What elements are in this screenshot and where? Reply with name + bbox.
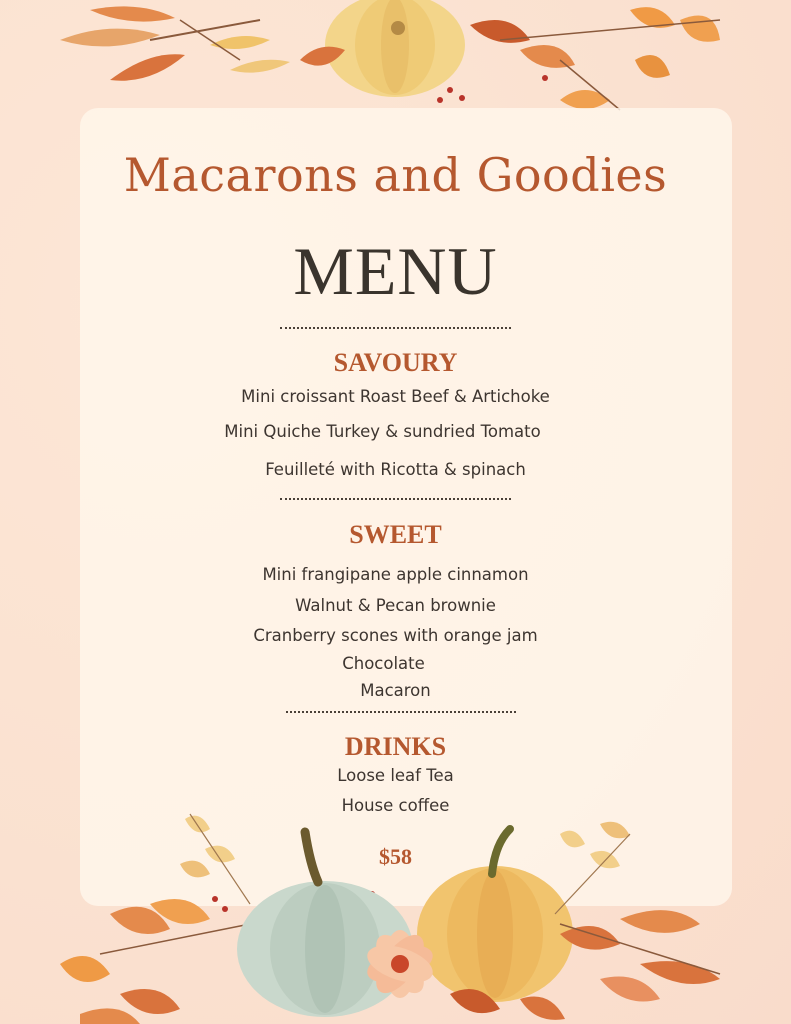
- menu-card: [80, 108, 732, 906]
- divider: [280, 498, 511, 500]
- menu-item: Chocolate: [342, 654, 425, 673]
- menu-item: Mini croissant Roast Beef & Artichoke: [241, 387, 550, 406]
- divider: [286, 711, 516, 713]
- section-title-sweet: SWEET: [349, 520, 442, 549]
- menu-item: Loose leaf Tea: [337, 766, 454, 785]
- menu-item: Cranberry scones with orange jam: [253, 626, 538, 645]
- menu-item: House coffee: [341, 796, 450, 815]
- menu-item: Macaron: [360, 681, 431, 700]
- menu-heading: MENU: [293, 233, 498, 309]
- flower-icon: [363, 927, 438, 1001]
- menu-item: Mini Quiche Turkey & sundried Tomato: [224, 422, 541, 441]
- menu-item: Mini frangipane apple cinnamon: [262, 565, 529, 584]
- leaf-icon: [300, 7, 720, 110]
- section-title-drinks: DRINKS: [344, 732, 447, 761]
- menu-item: Walnut & Pecan brownie: [295, 596, 496, 615]
- brand-title: Macarons and Goodies: [123, 148, 668, 202]
- leaf-icon: [60, 6, 290, 80]
- divider: [280, 327, 511, 329]
- menu-item: Feuilleté with Ricotta & spinach: [265, 460, 526, 479]
- section-title-savoury: SAVOURY: [333, 348, 458, 377]
- pumpkin-icon: [325, 0, 465, 97]
- price-label: $58: [379, 844, 412, 869]
